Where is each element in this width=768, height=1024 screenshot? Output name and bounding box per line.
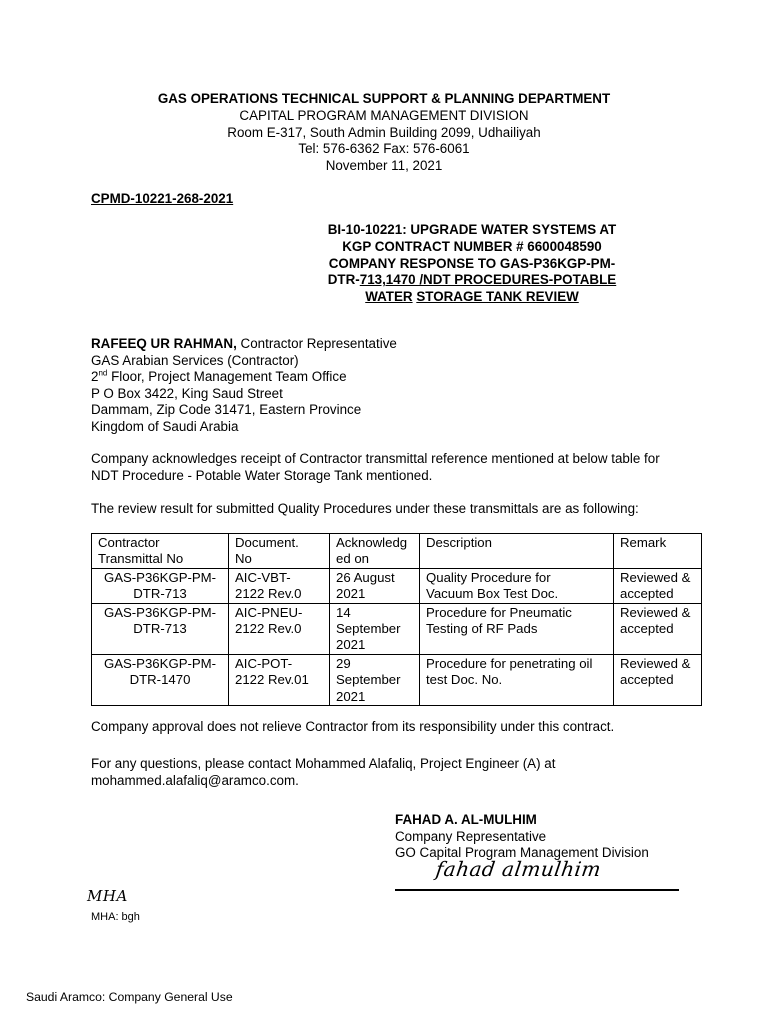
subject-block <box>312 222 632 306</box>
cell-text: Procedure for penetrating oil <box>426 655 593 671</box>
handwritten-initials: MHA <box>87 887 128 905</box>
cell-text: Quality Procedure for <box>426 569 551 585</box>
cell-text: AIC-VBT- <box>235 569 291 585</box>
contact-paragraph <box>91 756 701 789</box>
header-text: ed on <box>336 551 370 567</box>
table-row <box>92 603 702 654</box>
cell-text: GAS-P36KGP-PM- <box>103 655 217 671</box>
cell-text: Reviewed & <box>620 569 691 585</box>
cell-text: 29 <box>336 655 351 671</box>
subject-line-5-word: WATER <box>365 289 413 305</box>
cell-remark <box>614 568 702 603</box>
cell-document <box>229 603 330 654</box>
paragraph-line: Company acknowledges receipt of Contractor transmittal reference mentioned at below table for <box>91 451 660 466</box>
table-row <box>92 654 702 705</box>
department-name: GAS OPERATIONS TECHNICAL SUPPORT & PLANNING DEPARTMENT <box>157 91 611 106</box>
cell-text: September <box>336 621 401 637</box>
cell-text: test Doc. No. <box>426 672 503 688</box>
recipient-pobox: P O Box 3422, King Saud Street <box>91 385 283 401</box>
cell-text: 2122 Rev.0 <box>235 621 302 637</box>
cell-text: 14 <box>336 604 351 620</box>
floor-suffix: nd <box>98 368 108 378</box>
subject-line-1: BI-10-10221: UPGRADE WATER SYSTEMS AT <box>327 222 617 237</box>
recipient-city: Dammam, Zip Code 31471, Eastern Province <box>91 402 362 418</box>
cell-text: DTR-713 <box>133 586 187 602</box>
letterhead <box>0 91 768 175</box>
approval-disclaimer <box>91 719 701 736</box>
cell-text: 2021 <box>336 586 366 602</box>
signatory-role: Company Representative <box>395 828 547 844</box>
floor-description: Floor, Project Management Team Office <box>107 369 347 385</box>
header-text: Acknowledg <box>336 535 408 550</box>
header-remark <box>614 534 702 569</box>
cell-remark <box>614 654 702 705</box>
header-text: Remark <box>620 535 667 550</box>
cell-text: Procedure for Pneumatic <box>426 604 572 620</box>
cell-text: 2021 <box>336 637 366 653</box>
recipient-name-line <box>91 336 397 353</box>
cell-text: Vacuum Box Test Doc. <box>426 586 559 602</box>
cell-description <box>420 654 614 705</box>
signatory-block <box>395 812 649 862</box>
cell-text: Reviewed & <box>620 655 691 671</box>
header-acknowledged <box>330 534 420 569</box>
cell-text: accepted <box>620 586 674 602</box>
phone-fax: Tel: 576-6362 Fax: 576-6061 <box>298 141 470 157</box>
cell-acknowledged <box>330 568 420 603</box>
cell-text: AIC-POT- <box>235 655 293 671</box>
reference-number: CPMD-10221-268-2021 <box>91 191 234 206</box>
contact-email: mohammed.alafaliq@aramco.com. <box>91 772 299 788</box>
letter-date: November 11, 2021 <box>325 158 443 174</box>
cell-text: GAS-P36KGP-PM- <box>103 569 217 585</box>
cell-description <box>420 568 614 603</box>
cell-remark <box>614 603 702 654</box>
subject-line-4-underlined: 713,1470 /NDT PROCEDURES-POTABLE <box>359 272 617 288</box>
paragraph-line: The review result for submitted Quality Procedures under these transmittals are as following: <box>91 501 639 516</box>
subject-line-4-prefix: DTR- <box>327 272 360 288</box>
header-document <box>229 534 330 569</box>
office-address: Room E-317, South Admin Building 2099, Udhailiyah <box>227 124 541 140</box>
subject-line-2: KGP CONTRACT NUMBER # 6600048590 <box>342 238 602 254</box>
header-text: Contractor <box>98 535 160 550</box>
header-text: Transmittal No <box>98 551 184 567</box>
subject-line-5 <box>312 289 632 306</box>
cell-acknowledged <box>330 603 420 654</box>
header-transmittal <box>92 534 229 569</box>
cell-document <box>229 568 330 603</box>
recipient-company: GAS Arabian Services (Contractor) <box>91 352 299 368</box>
recipient-country: Kingdom of Saudi Arabia <box>91 418 239 434</box>
cell-text: Reviewed & <box>620 604 691 620</box>
recipient-floor <box>91 369 397 386</box>
cell-text: 2122 Rev.0 <box>235 586 302 602</box>
signatory-name: FAHAD A. AL-MULHIM <box>395 812 537 827</box>
cell-text: DTR-713 <box>133 621 187 637</box>
cell-acknowledged <box>330 654 420 705</box>
subject-line-4 <box>312 272 632 289</box>
cell-text: Testing of RF Pads <box>426 621 538 637</box>
header-text: Description <box>426 535 492 550</box>
cell-text: accepted <box>620 672 674 688</box>
cell-text: AIC-PNEU- <box>235 604 303 620</box>
header-description <box>420 534 614 569</box>
cell-transmittal <box>92 568 229 603</box>
recipient-address <box>91 336 397 436</box>
acknowledgement-paragraph <box>91 451 701 484</box>
header-text: No <box>235 551 252 567</box>
subject-line-3: COMPANY RESPONSE TO GAS-P36KGP-PM- <box>328 255 616 271</box>
cell-document <box>229 654 330 705</box>
paragraph-line: NDT Procedure - Potable Water Storage Tank mentioned. <box>91 467 433 483</box>
transmittal-table <box>91 533 702 706</box>
cell-text: DTR-1470 <box>129 672 191 688</box>
recipient-title: Contractor Representative <box>236 336 397 351</box>
classification-footer: Saudi Aramco: Company General Use <box>26 990 233 1004</box>
signature-line <box>395 889 679 891</box>
table-row <box>92 568 702 603</box>
cell-transmittal <box>92 603 229 654</box>
recipient-name: RAFEEQ UR RAHMAN, <box>91 336 237 351</box>
review-intro-paragraph <box>91 501 701 518</box>
floor-number: 2 <box>91 369 99 385</box>
paragraph-line: For any questions, please contact Mohammed Alafaliq, Project Engineer (A) at <box>91 756 556 771</box>
paragraph-line: Company approval does not relieve Contractor from its responsibility under this contract. <box>91 719 615 734</box>
handwritten-signature: fahad almulhim <box>434 857 603 881</box>
signatory-division: GO Capital Program Management Division <box>395 845 649 861</box>
cell-transmittal <box>92 654 229 705</box>
header-text: Document. <box>235 535 299 550</box>
cell-text: GAS-P36KGP-PM- <box>103 604 217 620</box>
cell-text: September <box>336 672 401 688</box>
cell-text: 26 August <box>336 569 395 585</box>
cell-text: 2021 <box>336 688 366 704</box>
division-name: CAPITAL PROGRAM MANAGEMENT DIVISION <box>239 107 529 123</box>
table-header-row <box>92 534 702 569</box>
cell-description <box>420 603 614 654</box>
cell-text: 2122 Rev.01 <box>235 672 309 688</box>
subject-line-5-rest: STORAGE TANK REVIEW <box>416 289 579 305</box>
cell-text: accepted <box>620 621 674 637</box>
typist-initials: MHA: bgh <box>91 911 140 923</box>
